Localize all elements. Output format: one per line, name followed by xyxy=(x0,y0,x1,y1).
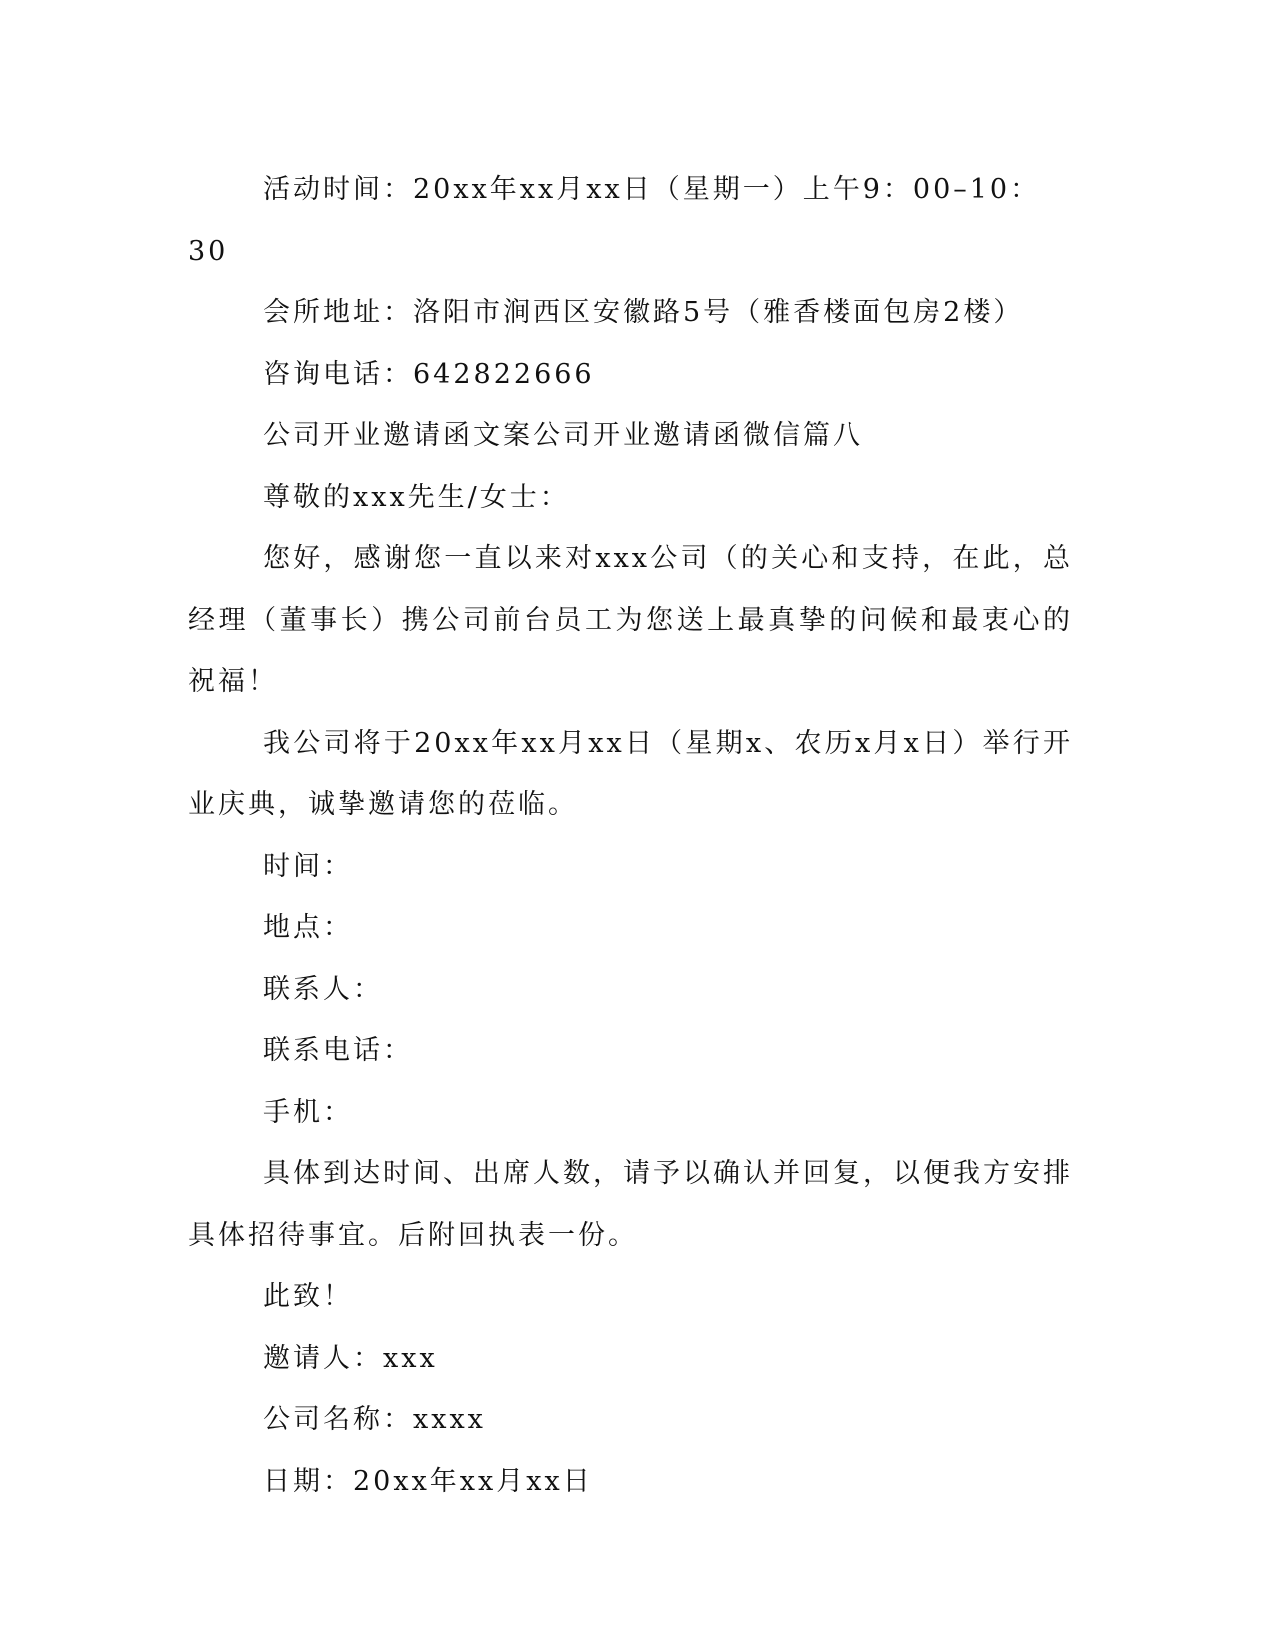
company-name-line: 公司名称：xxxx xyxy=(263,1404,486,1435)
announcement-paragraph: 我公司将于20xx年xx月xx日（星期x、农历x月x日）举行开业庆典，诚挚邀请您的莅临。 xyxy=(188,727,1073,820)
consult-phone-line: 咨询电话：642822666 xyxy=(263,358,595,390)
date-line: 日期：20xx年xx月xx日 xyxy=(263,1465,593,1497)
inviter-line: 邀请人：xxx xyxy=(263,1342,438,1374)
closing-line: 此致！ xyxy=(263,1281,353,1312)
mobile-label: 手机： xyxy=(263,1096,353,1128)
time-label: 时间： xyxy=(263,850,353,882)
place-label: 地点： xyxy=(263,912,353,943)
greeting-paragraph: 您好，感谢您一直以来对xxx公司（的关心和支持，在此，总经理（董事长）携公司前台员工为您送上最真挚的问候和最衷心的祝福！ xyxy=(188,543,1073,697)
document-body xyxy=(188,159,1073,1512)
club-address-line: 会所地址：洛阳市涧西区安徽路5号（雅香楼面包房2楼） xyxy=(263,297,1024,328)
contact-phone-label: 联系电话： xyxy=(263,1035,413,1066)
activity-time-line: 活动时间：20xx年xx月xx日（星期一）上午9：00–10：30 xyxy=(188,174,1041,267)
contact-label: 联系人： xyxy=(263,973,383,1005)
salutation-line: 尊敬的xxx先生/女士： xyxy=(263,481,570,513)
rsvp-paragraph: 具体到达时间、出席人数，请予以确认并回复，以便我方安排具体招待事宜。后附回执表一份。 xyxy=(188,1158,1073,1251)
section-title: 公司开业邀请函文案公司开业邀请函微信篇八 xyxy=(263,420,863,451)
